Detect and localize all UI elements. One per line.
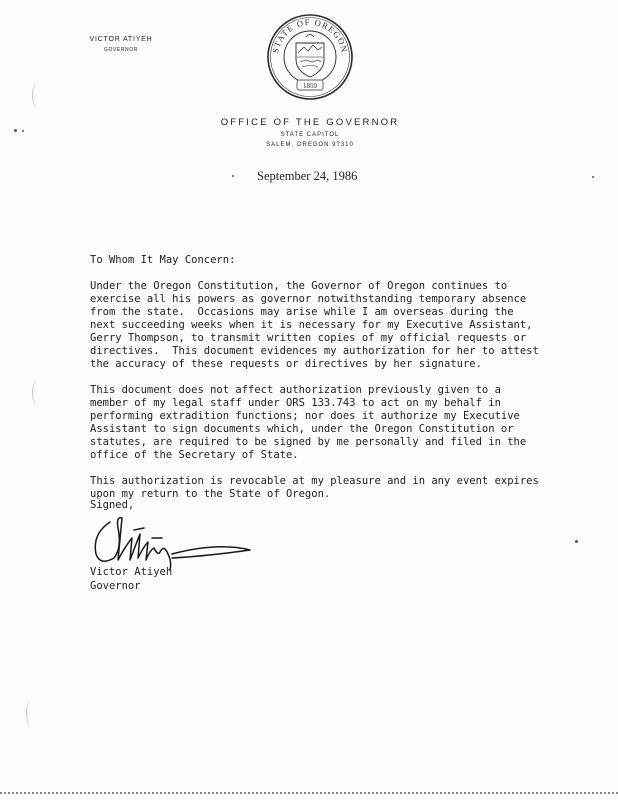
signer-name: Victor Atiyeh: [90, 566, 173, 578]
scan-speck: [14, 129, 17, 132]
body-line: performing extradition functions; nor does it authorize my Executive: [90, 410, 520, 422]
paragraph-2: [90, 384, 595, 462]
office-title: OFFICE OF THE GOVERNOR: [220, 117, 400, 128]
signer-title: Governor: [90, 580, 141, 592]
body-line: office of the Secretary of State.: [90, 449, 299, 461]
body-line: member of my legal staff under ORS 133.743 to act on my behalf in: [90, 397, 501, 409]
scan-speck: [592, 176, 594, 178]
body-line: from the state. Occasions may arise while I am overseas during the: [90, 306, 514, 318]
letter-date: September 24, 1986: [257, 169, 358, 183]
seal-year: 1859: [303, 82, 317, 90]
body-line: statutes, are required to be signed by me personally and filed in the: [90, 436, 527, 448]
paragraph-1: [90, 280, 595, 371]
letter-body: [90, 254, 595, 514]
body-line: next succeeding weeks when it is necessary for my Executive Assistant,: [90, 319, 533, 331]
body-line: directives. This document evidences my authorization for her to attest: [90, 345, 539, 357]
scan-speck: [232, 175, 234, 177]
body-line: Assistant to sign documents which, under the Oregon Constitution or: [90, 423, 514, 435]
body-line: This authorization is revocable at my pleasure and in any event expires: [90, 475, 539, 487]
body-line: Gerry Thompson, to transmit written copies of my official requests or: [90, 332, 527, 344]
paragraph-3: [90, 475, 595, 501]
body-line: This document does not affect authorization previously given to a: [90, 384, 501, 396]
office-address-line-1: STATE CAPITOL: [280, 132, 340, 138]
signed-label: Signed,: [90, 499, 135, 511]
sender-title: GOVERNOR: [104, 47, 138, 53]
body-line: Under the Oregon Constitution, the Governor of Oregon continues to: [90, 280, 508, 292]
body-line: exercise all his powers as governor notwithstanding temporary absence: [90, 293, 527, 305]
body-line: upon my return to the State of Oregon.: [90, 488, 331, 500]
sender-name: VICTOR ATIYEH: [89, 36, 153, 43]
scan-speck: [22, 130, 24, 132]
office-address-line-2: SALEM, OREGON 97310: [266, 142, 354, 148]
salutation: To Whom It May Concern:: [90, 254, 236, 266]
punch-hole-mark: [32, 82, 43, 108]
punch-hole-mark: [26, 700, 37, 726]
seal-ring-text: STATE OF OREGON: [270, 16, 350, 54]
punch-hole-mark: [32, 380, 43, 406]
scan-bottom-edge: [0, 792, 618, 798]
state-seal-icon: [266, 13, 354, 101]
body-line: the accuracy of these requests or directives by her signature.: [90, 358, 482, 370]
scan-speck: [575, 540, 578, 543]
